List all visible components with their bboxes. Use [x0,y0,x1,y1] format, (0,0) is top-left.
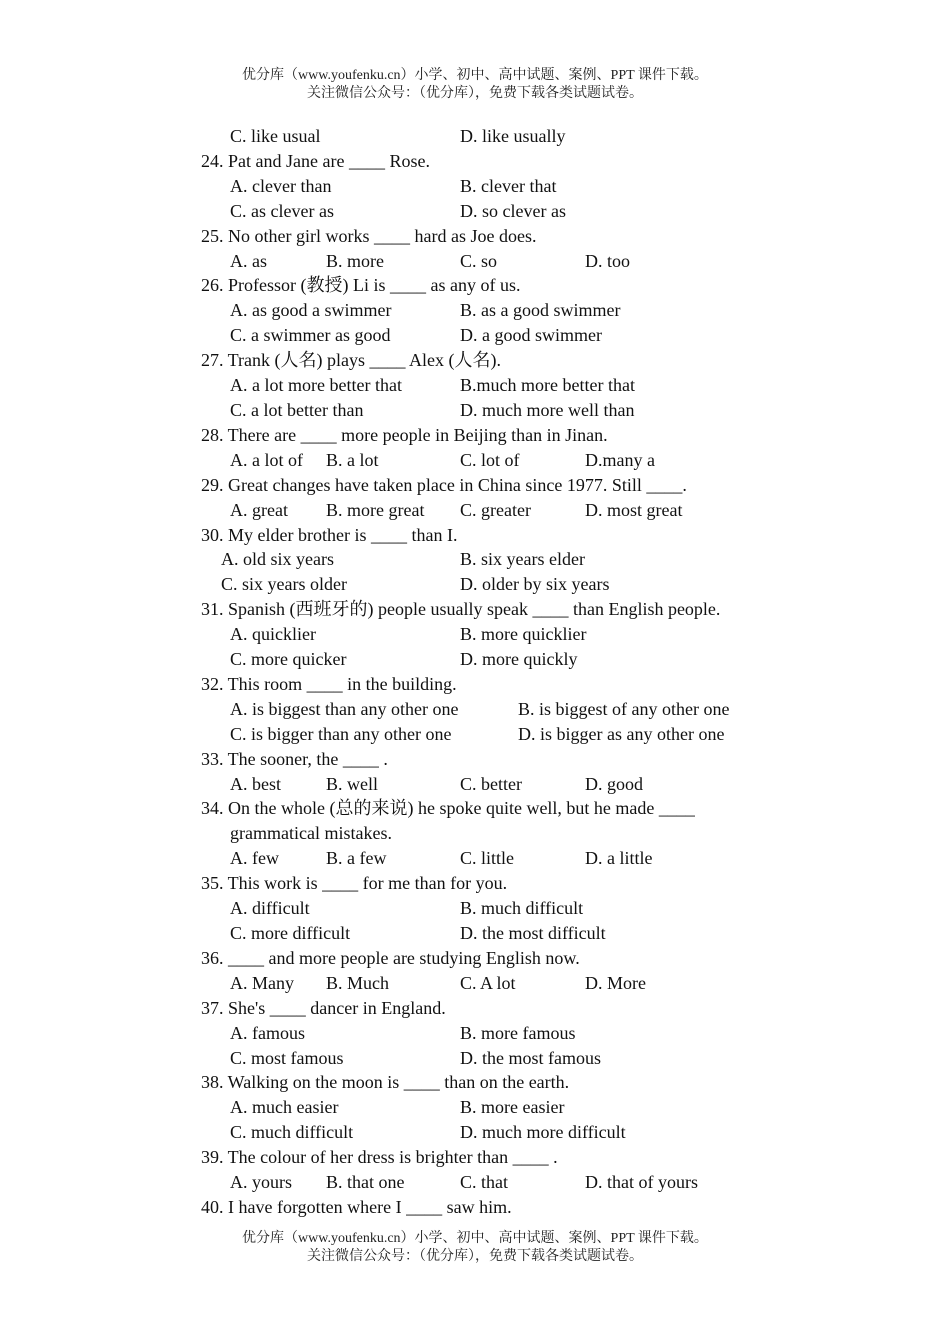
option-b: B. as a good swimmer [460,300,621,321]
option-a: A. a lot of [230,449,303,470]
option-row [0,547,950,572]
question-29-stem: 29. Great changes have taken place in China since 1977. Still ____. [201,474,687,495]
option-b: B.much more better that [460,375,635,396]
question-stem [0,423,950,448]
option-a: A. great [230,499,288,520]
option-c: C. is bigger than any other one [230,723,452,744]
question-35-stem: 35. This work is ____ for me than for you. [201,873,508,894]
option-d: D. that of yours [585,1172,698,1193]
option-a: A. yours [230,1172,292,1193]
question-27-stem: 27. Trank (人名) plays ____ Alex (人名). [201,350,501,371]
option-row [0,697,950,722]
question-30-stem: 30. My elder brother is ____ than I. [201,524,458,545]
option-row [0,1095,950,1120]
option-a: A. clever than [230,175,332,196]
option-c: C. little [460,848,514,869]
header-line-2: 关注微信公众号：（优分库），免费下载各类试题试卷。 [307,86,643,101]
option-c: C. six years older [221,574,347,595]
question-stem [0,597,950,622]
option-c: C. better [460,773,522,794]
question-31-stem: 31. Spanish (西班牙的) people usually speak ____ than English people. [201,599,721,620]
question-stem [0,747,950,772]
option-row [0,448,950,473]
option-row [0,498,950,523]
question-stem-continued [0,821,950,846]
question-24-stem: 24. Pat and Jane are ____ Rose. [201,150,430,171]
question-stem [0,1145,950,1170]
option-a: A. as [230,250,267,271]
question-stem [0,996,950,1021]
option-c: C. lot of [460,449,520,470]
question-stem [0,672,950,697]
option-c: C. like usual [230,126,321,146]
option-a: A. as good a swimmer [230,300,392,321]
option-row [0,1021,950,1046]
question-38-stem: 38. Walking on the moon is ____ than on the earth. [201,1072,570,1093]
option-b: B. a lot [326,449,379,470]
option-c: C. a swimmer as good [230,325,391,346]
option-d: D. the most famous [460,1047,601,1068]
question-28-stem: 28. There are ____ more people in Beijing than in Jinan. [201,424,608,445]
question-list [0,124,950,1220]
option-c: C. so [460,250,498,271]
question-stem [0,1195,950,1220]
option-b: B. that one [326,1172,405,1193]
option-d: D. most great [585,499,683,520]
option-d: D. a little [585,848,653,869]
question-34-stem-2: grammatical mistakes. [230,823,392,844]
option-d: D. good [585,773,643,794]
option-a: A. much easier [230,1097,339,1118]
question-37-stem: 37. She's ____ dancer in England. [201,997,446,1018]
question-stem [0,946,950,971]
option-d: D. much more difficult [460,1122,626,1143]
question-25-stem: 25. No other girl works ____ hard as Joe does. [201,225,537,246]
option-d: D. much more well than [460,399,635,420]
option-c: C. much difficult [230,1122,354,1143]
option-b: B. much difficult [460,898,584,919]
option-d: D. a good swimmer [460,325,602,346]
option-d: D.many a [585,449,655,470]
option-b: B. is biggest of any other one [518,698,730,719]
question-36-stem: 36. ____ and more people are studying English now. [201,947,580,968]
option-a: A. best [230,773,281,794]
option-c: C. that [460,1172,508,1193]
option-a: A. difficult [230,898,310,919]
option-c: C. most famous [230,1047,344,1068]
option-b: B. a few [326,848,387,869]
footer-line-2: 关注微信公众号：（优分库），免费下载各类试题试卷。 [307,1249,643,1264]
question-39-stem: 39. The colour of her dress is brighter than ____ . [201,1147,558,1168]
question-32-stem: 32. This room ____ in the building. [201,673,457,694]
option-row [0,572,950,597]
option-b: B. six years elder [460,549,585,570]
question-40-stem: 40. I have forgotten where I ____ saw him. [201,1196,512,1217]
option-row [0,1046,950,1071]
option-a: A. is biggest than any other one [230,698,459,719]
option-d: D. like usually [460,126,566,146]
option-row [0,921,950,946]
option-row [0,373,950,398]
option-d: D. is bigger as any other one [518,723,725,744]
option-row [0,323,950,348]
option-row [0,398,950,423]
option-row [0,124,950,149]
option-a: A. few [230,848,279,869]
option-c: C. A lot [460,972,516,993]
option-b: B. more easier [460,1097,565,1118]
question-stem [0,473,950,498]
option-row [0,1170,950,1195]
option-b: B. more famous [460,1022,576,1043]
option-row [0,199,950,224]
option-b: B. more [326,250,384,271]
option-b: B. more quicklier [460,624,587,645]
option-row [0,1120,950,1145]
question-34-stem: 34. On the whole (总的来说) he spoke quite well, but he made ____ [201,798,695,819]
option-d: D. so clever as [460,200,566,221]
option-row [0,174,950,199]
footer-line-1: 优分库（www.youfenku.cn）小学、初中、高中试题、案例、PPT 课件下载。 [242,1231,708,1246]
option-row [0,622,950,647]
page-footer [0,1230,950,1266]
option-d: D. More [585,972,646,993]
option-b: B. Much [326,972,389,993]
question-33-stem: 33. The sooner, the ____ . [201,748,388,769]
option-a: A. quicklier [230,624,316,645]
question-stem [0,273,950,298]
option-row [0,772,950,797]
question-stem [0,523,950,548]
option-c: C. a lot better than [230,399,364,420]
option-d: D. too [585,250,630,271]
option-row [0,298,950,323]
question-stem [0,149,950,174]
option-c: C. more difficult [230,923,351,943]
option-a: A. Many [230,972,294,993]
option-a: A. a lot more better that [230,375,402,396]
option-c: C. greater [460,499,531,520]
option-a: A. famous [230,1022,305,1043]
header-line-1: 优分库（www.youfenku.cn）小学、初中、高中试题、案例、PPT 课件下载。 [242,68,708,83]
option-row [0,896,950,921]
question-stem [0,348,950,373]
option-row [0,647,950,672]
option-b: B. clever that [460,175,557,196]
option-a: A. old six years [221,549,334,570]
option-c: C. as clever as [230,200,334,221]
option-d: D. the most difficult [460,923,606,943]
question-stem [0,796,950,821]
option-c: C. more quicker [230,649,347,670]
page-header [0,67,950,103]
question-stem [0,1070,950,1095]
option-b: B. well [326,773,378,794]
option-row [0,722,950,747]
option-d: D. older by six years [460,574,610,595]
question-stem [0,871,950,896]
option-row [0,846,950,871]
option-row [0,249,950,274]
question-stem [0,224,950,249]
option-b: B. more great [326,499,425,520]
option-row [0,971,950,996]
question-26-stem: 26. Professor (教授) Li is ____ as any of us. [201,275,521,296]
option-d: D. more quickly [460,649,578,670]
